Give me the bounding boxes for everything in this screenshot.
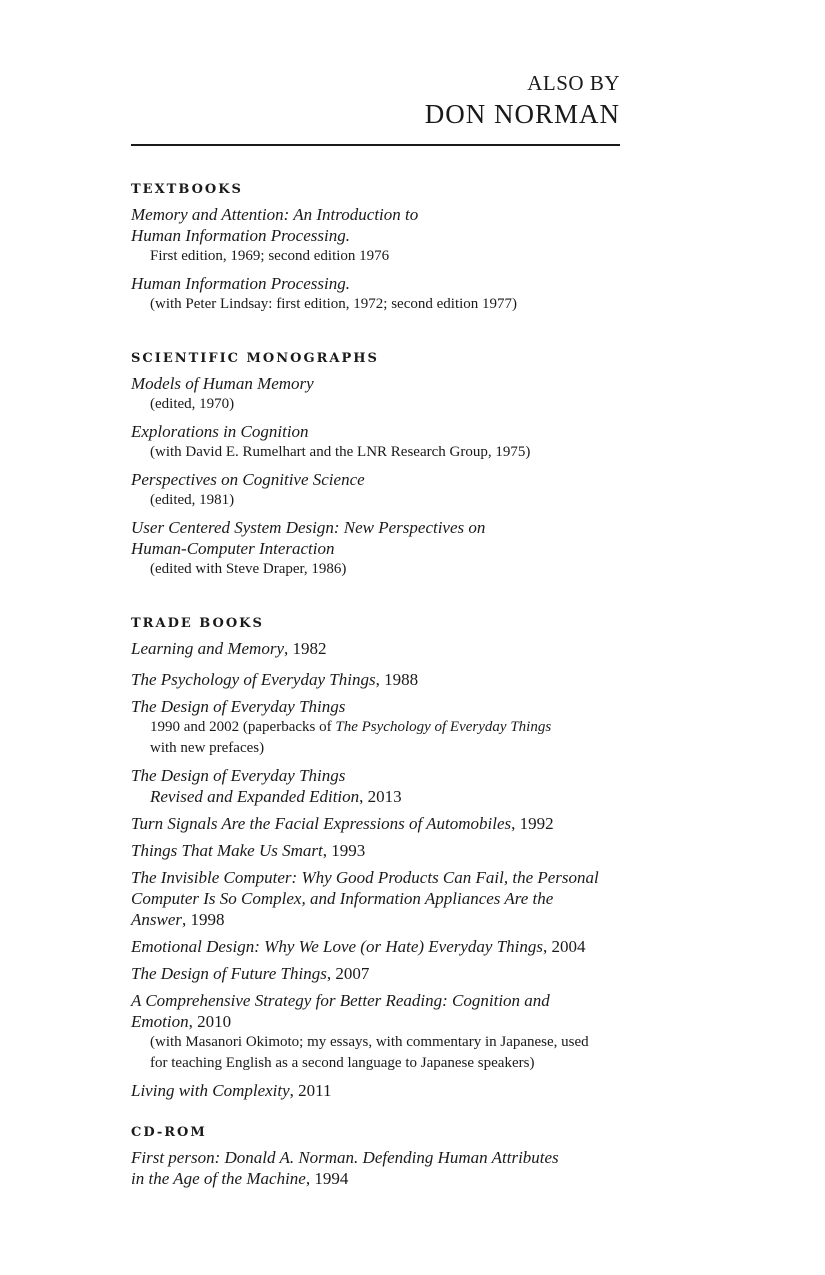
book-title: Memory and Attention: An Introduction to: [131, 205, 419, 224]
section-heading: SCIENTIFIC MONOGRAPHS: [131, 351, 379, 366]
book-year: , 2013: [359, 787, 402, 806]
book-title: The Design of Everyday Things: [131, 697, 346, 716]
book-entry: [131, 990, 620, 1074]
section-cd-rom: [131, 1125, 620, 1189]
book-title: Emotional Design: Why We Love (or Hate) Everyday Things: [131, 937, 544, 956]
book-title: The Design of Future Things: [131, 964, 327, 983]
header-rule: [131, 144, 620, 146]
book-title: The Design of Everyday Things: [131, 766, 346, 785]
book-note: [131, 717, 620, 738]
book-entry: [131, 936, 620, 957]
book-year: , 2011: [289, 1081, 332, 1100]
section-heading: CD-ROM: [131, 1125, 207, 1140]
book-note-title: The Psychology of Everyday Things: [335, 719, 552, 735]
book-title: in the Age of the Machine: [131, 1169, 306, 1188]
section-heading: TEXTBOOKS: [131, 182, 243, 197]
section-monographs: [131, 351, 620, 580]
book-title: Living with Complexity: [131, 1081, 290, 1100]
book-year: , 2007: [326, 964, 370, 983]
book-title: Computer Is So Complex, and Information Appliances Are the: [131, 889, 554, 908]
book-note: (with David E. Rumelhart and the LNR Research Group, 1975): [150, 444, 531, 460]
book-note: (edited, 1970): [150, 396, 235, 412]
book-entry: [131, 638, 620, 659]
book-entry: [131, 517, 620, 580]
book-year: , 2010: [188, 1012, 232, 1031]
book-entry: [131, 1147, 620, 1189]
book-entry: [131, 273, 620, 315]
book-title: A Comprehensive Strategy for Better Reading: Cognition and: [131, 991, 550, 1010]
book-subtitle: Revised and Expanded Edition: [150, 787, 360, 806]
book-entry: [131, 963, 620, 984]
book-title: First person: Donald A. Norman. Defending Human Attributes: [131, 1148, 559, 1167]
book-title: Emotion: [131, 1012, 189, 1031]
book-title: Human Information Processing.: [131, 226, 350, 245]
book-title: Learning and Memory: [131, 639, 284, 658]
book-year: , 1994: [305, 1169, 349, 1188]
book-entry: [131, 696, 620, 759]
author-name: DON NORMAN: [424, 99, 620, 129]
book-entry: [131, 421, 620, 463]
book-title: Models of Human Memory: [131, 374, 314, 393]
book-title: The Psychology of Everyday Things: [131, 670, 376, 689]
book-year: , 1982: [283, 639, 327, 658]
book-note: for teaching English as a second language to Japanese speakers): [150, 1055, 535, 1071]
book-note: (with Peter Lindsay: first edition, 1972; second edition 1977): [150, 296, 518, 312]
book-year: , 1993: [322, 841, 366, 860]
also-by-label: ALSO BY: [527, 71, 620, 95]
book-page: [131, 0, 620, 1195]
book-note: (with Masanori Okimoto; my essays, with commentary in Japanese, used: [150, 1034, 589, 1050]
book-title: Answer: [131, 910, 182, 929]
book-entry: [131, 669, 620, 690]
book-entry: [131, 813, 620, 834]
book-entry: [131, 765, 620, 807]
book-entry: [131, 1080, 620, 1101]
book-title: Turn Signals Are the Facial Expressions of Automobiles: [131, 814, 512, 833]
book-note: with new prefaces): [150, 740, 265, 756]
book-year: , 1998: [182, 910, 225, 929]
book-title: Explorations in Cognition: [131, 422, 309, 441]
book-note: (edited with Steve Draper, 1986): [150, 561, 347, 577]
book-year: , 2004: [543, 937, 586, 956]
book-entry: [131, 204, 620, 267]
book-title: Human Information Processing.: [131, 274, 350, 293]
book-title: Perspectives on Cognitive Science: [131, 470, 365, 489]
book-year: , 1988: [375, 670, 419, 689]
book-entry: [131, 840, 620, 861]
book-note-text: 1990 and 2002 (paperbacks of: [150, 719, 336, 735]
book-entry: [131, 867, 620, 930]
book-title: Things That Make Us Smart: [131, 841, 323, 860]
section-textbooks: [131, 182, 620, 315]
book-title: Human-Computer Interaction: [131, 539, 335, 558]
page-header: [131, 0, 620, 132]
book-title: The Invisible Computer: Why Good Products Can Fail, the Personal: [131, 868, 599, 887]
section-heading: TRADE BOOKS: [131, 616, 264, 631]
book-note: (edited, 1981): [150, 492, 235, 508]
book-entry: [131, 373, 620, 415]
book-note: First edition, 1969; second edition 1976: [150, 248, 390, 264]
book-year: , 1992: [511, 814, 554, 833]
book-entry: [131, 469, 620, 511]
section-trade-books: [131, 616, 620, 1101]
book-title: User Centered System Design: New Perspectives on: [131, 518, 486, 537]
